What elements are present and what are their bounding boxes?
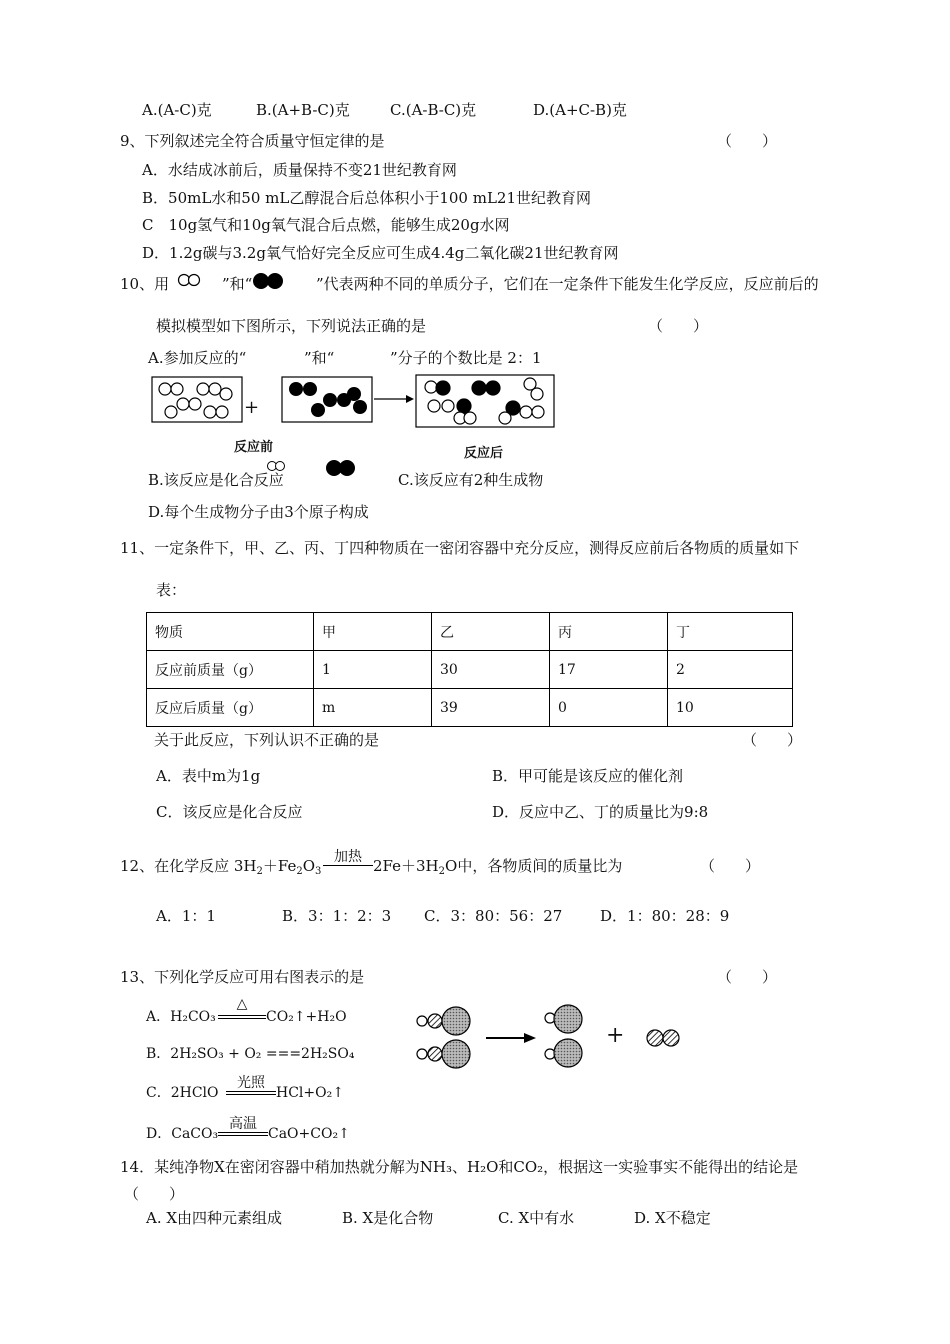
q10-reaction-diagram <box>148 372 568 432</box>
table-row <box>147 651 793 689</box>
q12-option-c: C．3：80：56：27 <box>424 907 563 925</box>
q11-stem: 11、一定条件下，甲、乙、丙、丁四种物质在一密闭容器中充分反应，测得反应前后各物质的质量如下 <box>120 539 800 557</box>
q13-option-d-products: CaO+CO₂↑ <box>268 1126 350 1142</box>
q12-answer-paren: （ ） <box>700 857 761 875</box>
q13-option-d: D．CaCO₃ <box>146 1126 219 1142</box>
table-cell: 2 <box>668 651 793 689</box>
table-row <box>147 689 793 727</box>
table-cell: 17 <box>550 651 668 689</box>
q8-option-c: C.(A-B-C)克 <box>390 101 477 119</box>
q9-answer-paren: （ ） <box>717 132 778 150</box>
q14-answer-paren: （ ） <box>124 1185 185 1203</box>
q13-option-c-products: HCl+O₂↑ <box>276 1085 344 1101</box>
table-cell: 反应前质量（g） <box>147 651 314 689</box>
q13-option-c: C．2HClO <box>146 1085 219 1101</box>
q10-stem-start: 10、用 <box>120 275 170 293</box>
q9-option-c: C 10g氢气和10g氧气混合后点燃，能够生成20g水网 <box>142 216 510 234</box>
q13-reaction-diagram <box>410 1002 700 1082</box>
q13-option-d-condition: 高温 <box>218 1113 268 1143</box>
q11-mass-table <box>146 612 793 727</box>
q10-diagram-plus: + <box>244 397 260 418</box>
q14-option-a: A. X由四种元素组成 <box>146 1209 283 1227</box>
q12-stem-products: $2Fe+3H_2O$中，各物质间的质量比为 <box>373 857 623 877</box>
q11-answer-paren: （ ） <box>742 731 803 749</box>
table-cell: 丁 <box>668 613 793 651</box>
q14-option-d: D. X不稳定 <box>634 1209 711 1227</box>
white-molecule-icon <box>177 273 205 287</box>
q12-heating-condition: 加热 <box>323 846 373 876</box>
q9-stem: 9、下列叙述完全符合质量守恒定律的是 <box>120 132 385 150</box>
table-cell: 10 <box>668 689 793 727</box>
q8-option-a: A.(A-C)克 <box>142 101 212 119</box>
q13-option-a-products: CO₂↑+H₂O <box>266 1009 347 1025</box>
q11-option-a: A．表中m为1g <box>156 767 261 785</box>
q13-diagram-plus: + <box>606 1023 625 1048</box>
q9-option-a: A．水结成冰前后，质量保持不变21世纪教育网 <box>142 161 457 179</box>
table-cell: m <box>314 689 432 727</box>
q10-label-after: 反应后 <box>464 446 504 461</box>
q13-answer-paren: （ ） <box>717 968 778 986</box>
q11-option-c: C．该反应是化合反应 <box>156 803 303 821</box>
q10-option-a-part2: ”和“ <box>304 349 335 367</box>
q13-option-b: B．2H₂SO₃ + O₂ ===2H₂SO₄ <box>146 1046 355 1062</box>
q14-option-c: C. X中有水 <box>498 1209 575 1227</box>
q13-option-c-condition: 光照 <box>226 1072 276 1102</box>
table-cell: 0 <box>550 689 668 727</box>
q10-option-d: D.每个生成物分子由3个原子构成 <box>148 503 369 521</box>
table-cell: 丙 <box>550 613 668 651</box>
black-molecule-icon <box>325 459 357 477</box>
q13-stem: 13、下列化学反应可用右图表示的是 <box>120 968 365 986</box>
table-row <box>147 613 793 651</box>
table-cell: 反应后质量（g） <box>147 689 314 727</box>
table-cell: 甲 <box>314 613 432 651</box>
q10-option-a-part1: A.参加反应的“ <box>148 349 247 367</box>
black-molecule-icon <box>252 272 286 290</box>
q11-question: 关于此反应，下列认识不正确的是 <box>154 731 380 749</box>
q12-stem: 12、在化学反应 $3H_2+Fe_2O_3$ <box>120 857 322 877</box>
q14-stem: 14．某纯净物X在密闭容器中稍加热就分解为NH₃、H₂O和CO₂，根据这一实验事实不能得出的结论是 <box>120 1158 799 1176</box>
q10-stem-line2: 模拟模型如下图所示，下列说法正确的是 <box>156 317 427 335</box>
q10-option-c: C.该反应有2种生成物 <box>398 471 544 489</box>
q12-option-a: A．1：1 <box>156 907 216 925</box>
table-cell: 1 <box>314 651 432 689</box>
table-cell: 39 <box>432 689 550 727</box>
q14-option-b: B. X是化合物 <box>342 1209 434 1227</box>
q11-option-b: B．甲可能是该反应的催化剂 <box>492 767 684 785</box>
q8-option-d: D.(A+C-B)克 <box>533 101 627 119</box>
q10-label-before: 反应前 <box>234 440 274 455</box>
table-cell: 物质 <box>147 613 314 651</box>
table-cell: 30 <box>432 651 550 689</box>
q11-option-d: D．反应中乙、丁的质量比为9:8 <box>492 803 709 821</box>
q12-option-d: D．1：80：28：9 <box>600 907 730 925</box>
q13-option-a-condition: △ <box>218 996 266 1026</box>
q9-option-d: D．1.2g碳与3.2g氧气恰好完全反应可生成4.4g二氧化碳21世纪教育网 <box>142 244 619 262</box>
q13-option-a: A．H₂CO₃ <box>146 1009 216 1025</box>
q11-stem-line2: 表： <box>156 581 187 599</box>
q10-answer-paren: （ ） <box>648 317 709 335</box>
table-cell: 乙 <box>432 613 550 651</box>
q8-option-b: B.(A+B-C)克 <box>256 101 350 119</box>
white-molecule-icon <box>266 460 288 472</box>
q10-stem-mid: ”和“ <box>222 275 253 293</box>
q9-option-b: B．50mL水和50 mL乙醇混合后总体积小于100 mL21世纪教育网 <box>142 189 592 207</box>
q10-option-b: B.该反应是化合反应 <box>148 471 284 489</box>
q10-stem-end: ”代表两种不同的单质分子，它们在一定条件下能发生化学反应，反应前后的 <box>316 275 819 293</box>
q10-option-a-part3: ”分子的个数比是 2：1 <box>390 349 542 367</box>
q12-option-b: B．3：1：2：3 <box>282 907 392 925</box>
